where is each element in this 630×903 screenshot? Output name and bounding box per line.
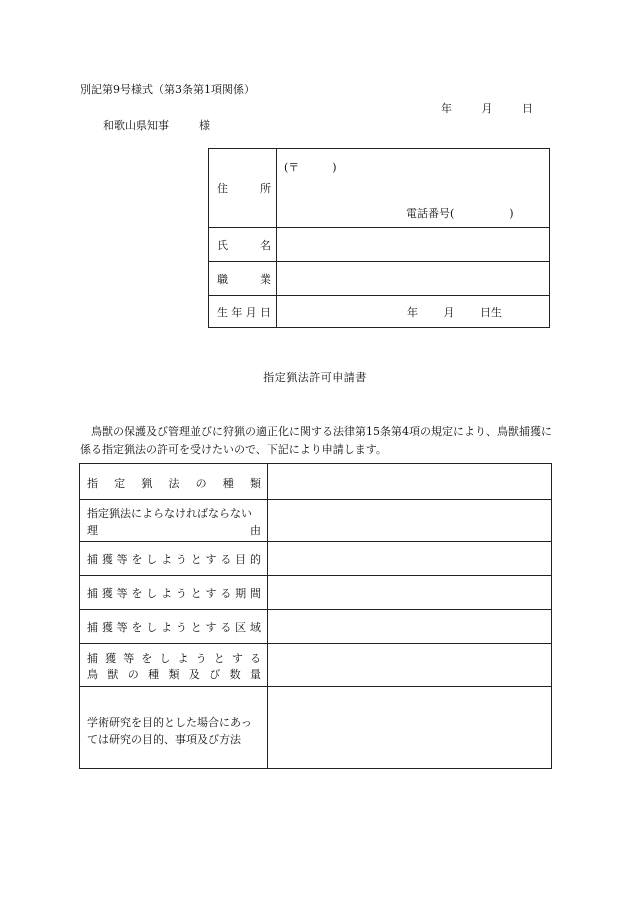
address-label-char-2: 所 — [260, 182, 271, 195]
reason-label-line-1: 指定猟法によらなければならない — [87, 507, 252, 520]
address-label-char-1: 住 — [217, 182, 228, 195]
row-divider — [209, 261, 549, 262]
phone-number-field[interactable]: 電話番号( ) — [406, 207, 514, 220]
birthdate-label-char-1: 生 — [217, 306, 228, 319]
document-title: 指定猟法許可申請書 — [263, 371, 367, 384]
occupation-label — [217, 271, 271, 287]
label-char: 由 — [250, 524, 261, 537]
label-char: 種 — [222, 477, 234, 490]
birthdate-label-char-4: 日 — [259, 306, 271, 319]
recipient-name: 和歌山県知事 — [103, 119, 169, 132]
label-char: の — [195, 477, 207, 490]
method-type-input[interactable] — [268, 464, 551, 499]
name-label — [217, 237, 271, 253]
submission-date — [441, 100, 533, 116]
birthdate-label — [217, 304, 271, 320]
species-input[interactable] — [268, 644, 551, 686]
occupation-label-char-1: 職 — [217, 273, 228, 286]
request-details-table — [79, 463, 552, 769]
label-char: 猟 — [141, 477, 153, 490]
area-label: 捕 獲 等 を し よ う と す る 区 域 — [87, 621, 261, 634]
research-label-line-2: ては研究の目的、事項及び方法 — [87, 733, 241, 746]
period-label: 捕 獲 等 を し よ う と す る 期 間 — [87, 587, 261, 600]
honorific: 様 — [199, 119, 210, 132]
birthdate-field[interactable] — [407, 304, 502, 320]
method-type-label — [87, 475, 261, 491]
birth-year-label: 年 — [407, 306, 418, 319]
request-statement: 鳥獣の保護及び管理並びに狩猟の適正化に関する法律第15条第4項の規定により、鳥獣捕獲に係る指定猟法の許可を受けたいので、下記により申請します。 — [80, 425, 552, 456]
reason-input[interactable] — [268, 500, 551, 541]
birth-month-label: 月 — [443, 306, 455, 319]
addressee — [103, 117, 210, 133]
birthdate-label-char-2: 年 — [231, 306, 243, 319]
birth-day-label: 日生 — [480, 306, 502, 319]
research-input[interactable] — [268, 687, 551, 769]
postal-code-field[interactable]: (〒 ) — [284, 161, 337, 174]
label-char: 理 — [87, 524, 98, 537]
species-label-line-1: 捕 獲 等 を し よ う と す る — [87, 652, 261, 665]
period-input[interactable] — [268, 576, 551, 609]
date-month-label: 月 — [481, 102, 493, 115]
species-label-line-2: 鳥 獣 の 種 類 及 び 数 量 — [87, 668, 261, 681]
purpose-label: 捕 獲 等 を し よ う と す る 目 的 — [87, 553, 261, 566]
row-divider — [209, 227, 549, 228]
purpose-input[interactable] — [268, 542, 551, 575]
date-year-label: 年 — [441, 102, 452, 115]
label-char: 定 — [114, 477, 126, 490]
area-input[interactable] — [268, 610, 551, 643]
label-char: 指 — [87, 477, 98, 490]
row-divider — [209, 295, 549, 296]
occupation-label-char-2: 業 — [260, 273, 271, 286]
label-char: 法 — [168, 477, 180, 490]
name-label-char-2: 名 — [260, 239, 271, 252]
label-char: 類 — [249, 477, 261, 490]
reason-label-line-2 — [87, 522, 261, 538]
research-label-line-1: 学術研究を目的とした場合にあっ — [87, 716, 252, 729]
address-label — [217, 180, 271, 196]
applicant-info-table — [208, 148, 550, 328]
birthdate-label-char-3: 月 — [245, 306, 257, 319]
column-divider — [276, 149, 277, 327]
name-label-char-1: 氏 — [217, 239, 228, 252]
form-number: 別記第9号様式（第3条第1項関係） — [80, 83, 255, 96]
date-day-label: 日 — [522, 102, 533, 115]
